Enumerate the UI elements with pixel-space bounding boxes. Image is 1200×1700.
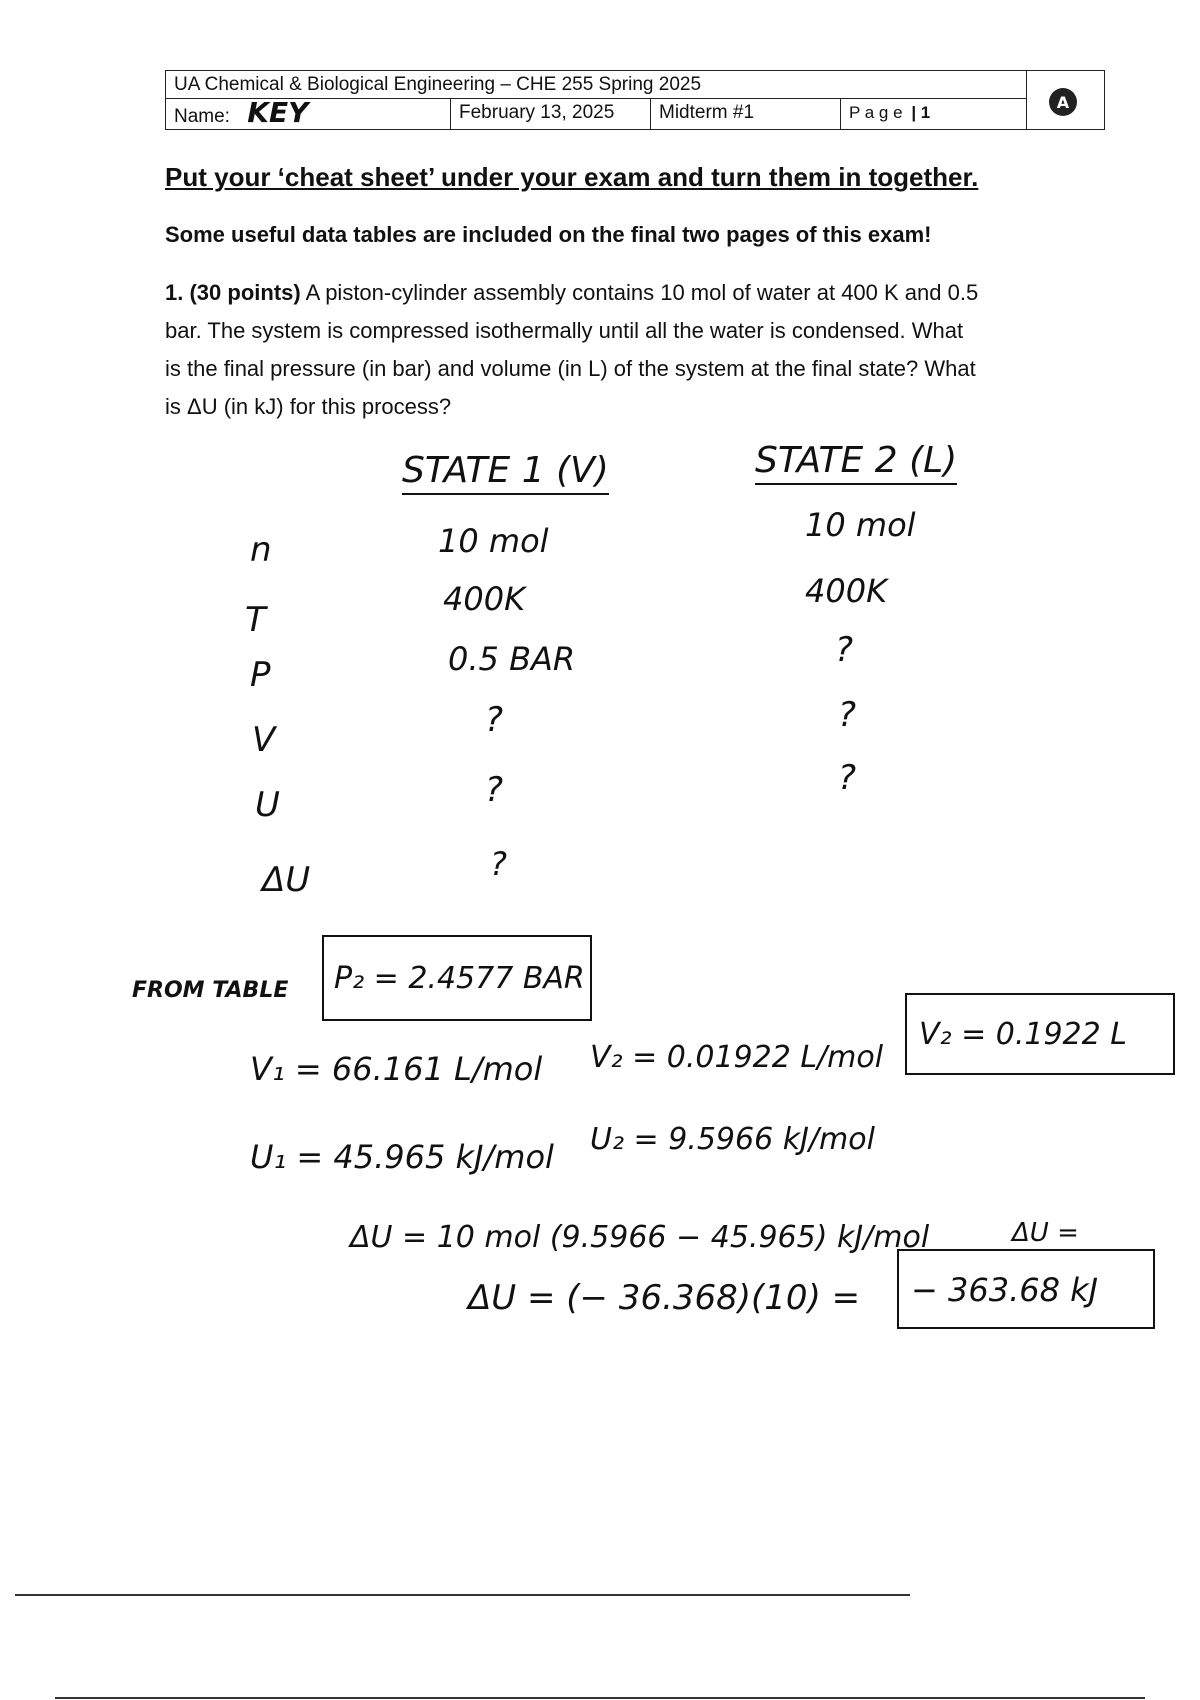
header-row-details [166, 96, 1026, 129]
question-1 [165, 274, 1115, 426]
du-equation-2: ΔU = (− 36.368)(10) = [468, 1278, 861, 1318]
course-title: UA Chemical & Biological Engineering – CHE 255 Spring 2025 [174, 74, 702, 95]
row-label-v: V [252, 720, 276, 760]
date-cell: February 13, 2025 [451, 99, 651, 129]
instruction-data-tables: Some useful data tables are included on the final two pages of this exam! [165, 222, 932, 247]
question-1-line-1 [165, 274, 1115, 312]
header-separator [1026, 71, 1027, 129]
state1-header: STATE 1 (V) [402, 450, 609, 495]
row-s1-du: ? [490, 845, 507, 883]
scan-line-lower [55, 1697, 1145, 1699]
row-s1-u: ? [485, 770, 504, 810]
question-number: 1. [165, 280, 184, 305]
u2-value: U₂ = 9.5966 kJ/mol [590, 1122, 875, 1157]
page-number: | 1 [911, 103, 931, 122]
row-s1-v: ? [485, 700, 504, 740]
question-1-line-3: is the final pressure (in bar) and volume (in L) of the system at the final state? What [165, 356, 976, 381]
row-label-t: T [245, 600, 266, 640]
question-points: (30 points) [189, 280, 301, 305]
name-value: KEY [247, 96, 309, 129]
row-label-n: n [250, 530, 272, 570]
header-row-course [166, 71, 1026, 99]
row-s1-t: 400K [443, 580, 526, 618]
name-cell [166, 96, 451, 129]
row-label-p: P [250, 655, 271, 695]
row-s2-v: ? [838, 695, 857, 735]
row-s1-n: 10 mol [438, 522, 549, 560]
state2-header: STATE 2 (L) [755, 440, 957, 485]
du-answer-box: − 363.68 kJ [897, 1249, 1155, 1329]
from-table-label: FROM TABLE [132, 978, 289, 1003]
row-s2-u: ? [838, 758, 857, 798]
row-s1-p: 0.5 BAR [448, 640, 576, 678]
exam-cell: Midterm #1 [651, 99, 841, 129]
row-label-u: U [255, 785, 280, 825]
page-cell [841, 99, 1026, 129]
du-equation-1: ΔU = 10 mol (9.5966 − 45.965) kJ/mol [350, 1220, 930, 1255]
name-label: Name: [174, 106, 230, 127]
p2-answer-box: P₂ = 2.4577 BAR [322, 935, 592, 1021]
svg-text:A: A [1056, 93, 1070, 112]
row-label-du: ΔU [262, 860, 311, 900]
row-s2-p: ? [835, 630, 854, 670]
du-side-label: ΔU = [1012, 1218, 1079, 1248]
row-s2-t: 400K [805, 572, 888, 610]
u1-value: U₁ = 45.965 kJ/mol [250, 1138, 554, 1176]
logo-seal-icon [1046, 85, 1080, 119]
exam-header [165, 70, 1105, 130]
v2-answer-box: V₂ = 0.1922 L [905, 993, 1175, 1075]
v1-value: V₁ = 66.161 L/mol [250, 1050, 543, 1088]
scan-line-upper [15, 1594, 910, 1596]
question-1-line-4: is ΔU (in kJ) for this process? [165, 394, 452, 419]
row-s2-n: 10 mol [805, 506, 916, 544]
instruction-cheat-sheet: Put your ‘cheat sheet’ under your exam and turn them in together. [165, 162, 979, 192]
v2-molar-value: V₂ = 0.01922 L/mol [590, 1040, 884, 1075]
page-label: P a g e [849, 103, 903, 122]
question-text-1: A piston-cylinder assembly contains 10 mol of water at 400 K and 0.5 [300, 280, 979, 305]
question-1-line-2: bar. The system is compressed isothermally until all the water is condensed. What [165, 318, 964, 343]
